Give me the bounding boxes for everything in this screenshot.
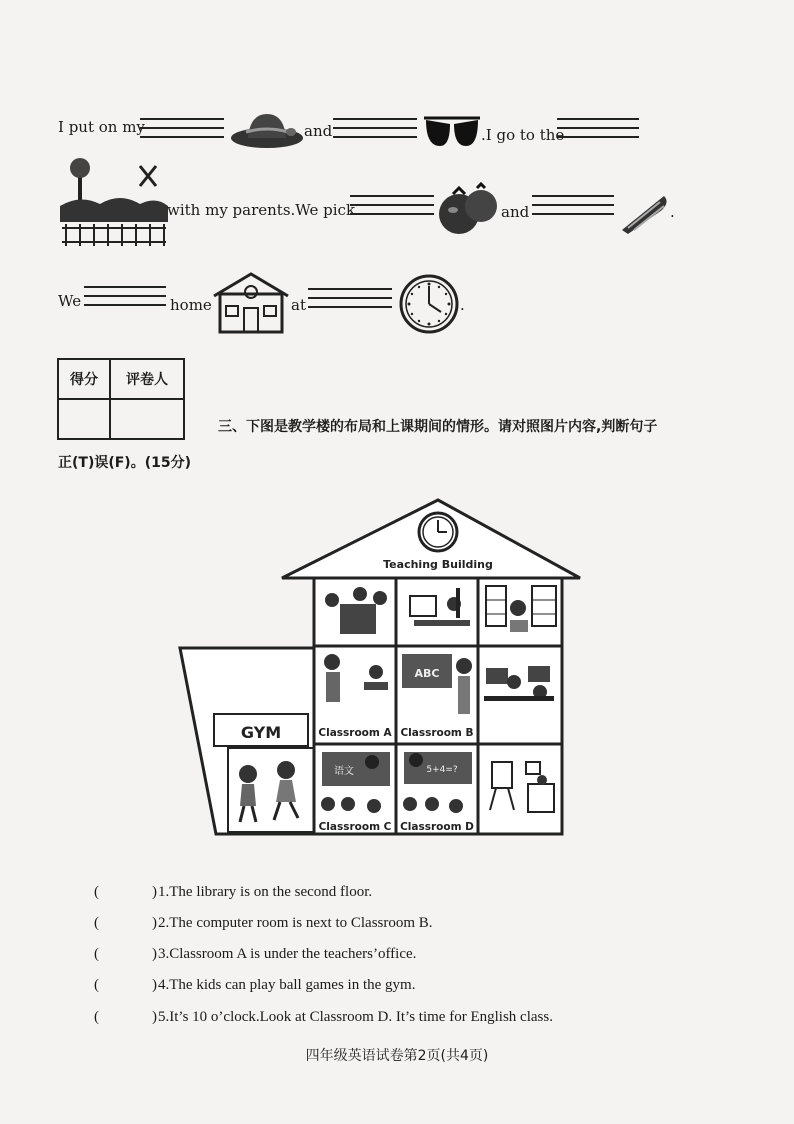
sentence3-part3: at [291,296,306,314]
answer-paren-open[interactable]: ( [94,884,99,900]
board-d-text: 5+4=? [426,765,458,775]
section3-instruction-cont: 正(T)误(F)。(15分) [58,455,191,471]
tomatoes-icon [437,180,499,238]
question-text: 4.The kids can play ball games in the gym. [158,977,416,993]
grader-cell[interactable] [110,399,184,439]
page-footer: 四年级英语试卷第2页(共4页) [305,1048,489,1064]
blank-2[interactable] [333,118,417,138]
gym-sign: GYM [240,723,282,742]
corn-icon [618,188,670,234]
farm-icon [60,156,168,248]
classroom-d-label: Classroom D [400,821,474,833]
building-title: Teaching Building [383,558,493,571]
blank-4[interactable] [350,195,434,215]
score-box [57,358,185,440]
answer-paren-close: ) [152,977,157,993]
answer-paren-open[interactable]: ( [94,1009,99,1025]
question-text: 5.It’s 10 o’clock.Look at Classroom D. It’s time for English class. [158,1009,553,1025]
teaching-building-illustration [176,496,586,840]
answer-paren-close: ) [152,915,157,931]
sunglasses-icon [422,112,482,152]
grader-label: 评卷人 [110,359,184,399]
classroom-c-label: Classroom C [318,821,392,833]
answer-paren-close: ) [152,946,157,962]
question-text: 3.Classroom A is under the teachers’office. [158,946,417,962]
blank-5[interactable] [532,195,614,215]
sentence1-part3: .I go to the [481,126,565,144]
sentence2-part2: and [501,203,530,221]
clock-icon [398,274,462,334]
hat-icon [228,108,306,152]
answer-paren-open[interactable]: ( [94,977,99,993]
answer-paren-close: ) [152,1009,157,1025]
house-icon [210,272,292,334]
sentence1-part2: and [304,122,333,140]
sentence3-part1: We [58,292,82,310]
sentence2-part3: . [670,203,675,221]
sentence3-part2: home [170,296,212,314]
blank-3[interactable] [557,118,639,138]
sentence2-part1: with my parents.We pick [167,201,356,219]
answer-paren-open[interactable]: ( [94,915,99,931]
sentence3-end: . [460,296,465,314]
answer-paren-open[interactable]: ( [94,946,99,962]
score-label: 得分 [58,359,110,399]
question-text: 1.The library is on the second floor. [158,884,373,900]
board-b-text: ABC [414,667,440,680]
score-cell[interactable] [58,399,110,439]
blank-1[interactable] [140,118,224,138]
answer-paren-close: ) [152,884,157,900]
blank-7[interactable] [308,288,392,308]
classroom-b-label: Classroom B [400,727,474,739]
section3-instruction: 三、下图是教学楼的布局和上课期间的情形。请对照图片内容,判断句子 [218,419,658,435]
question-text: 2.The computer room is next to Classroom B. [158,915,433,931]
sentence1-part1: I put on my [58,118,145,136]
blank-6[interactable] [84,286,166,306]
classroom-a-label: Classroom A [318,727,392,739]
board-c-text: 语文 [334,766,354,777]
classroom-d-room [403,752,472,813]
